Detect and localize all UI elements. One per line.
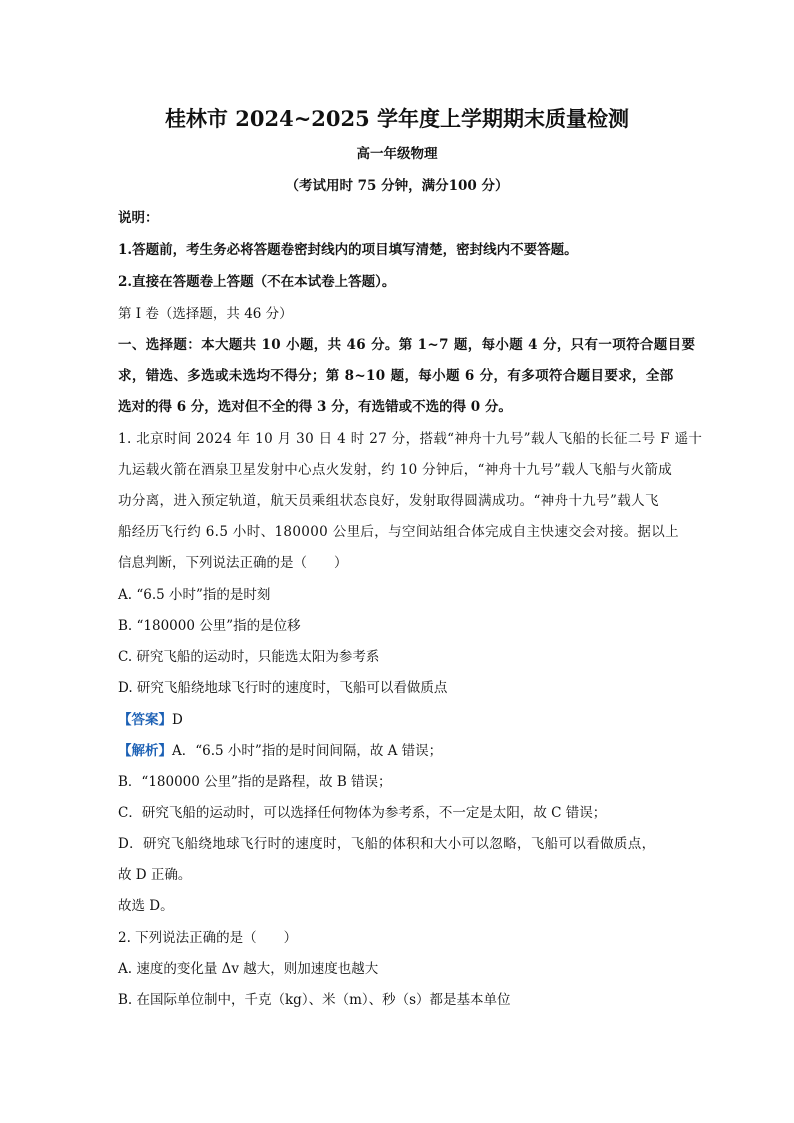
q1-analysis-line: 故 D 正确。 [118,867,192,883]
part1-heading: 第 I 卷（选择题，共 46 分） [118,306,293,322]
q1-option-c: C. 研究飞船的运动时，只能选太阳为参考系 [118,649,380,665]
q1-answer [118,710,678,730]
instruction-item: 1.答题前，考生务必将答题卷密封线内的项目填写清楚，密封线内不要答题。 [118,242,578,258]
instruction-item: 2.直接在答题卷上答题（不在本试卷上答题）。 [118,274,396,290]
exam-subject: 高一年级物理 [356,146,438,162]
q1-analysis-line: 故选 D。 [118,898,174,914]
q1-option-d: D. 研究飞船绕地球飞行时的速度时，飞船可以看做质点 [118,680,448,696]
q1-option-b: B. “180000 公里”指的是位移 [118,618,301,634]
instructions-heading: 说明： [118,210,159,226]
exam-title: 桂林市 2024~2025 学年度上学期期末质量检测 [164,106,630,131]
section-instruction-line: 求，错选、多选或未选均不得分；第 8~10 题，每小题 6 分，有多项符合题目要求，全部 [118,368,674,384]
section-instruction-line: 选对的得 6 分，选对但不全的得 3 分，有选错或不选的得 0 分。 [118,399,512,415]
analysis-text: A．“6.5 小时”指的是时间间隔，故 A 错误； [172,743,443,759]
q1-analysis-line: B．“180000 公里”指的是路程，故 B 错误； [118,774,392,790]
q2-option-a: A. 速度的变化量 Δv 越大，则加速度也越大 [118,961,379,977]
q2-stem: 2. 下列说法正确的是（ ） [118,930,298,946]
q1-analysis-line [118,741,678,761]
section-instruction-line: 一、选择题：本大题共 10 小题，共 46 分。第 1~7 题，每小题 4 分，只有一项符合题目要 [118,337,696,353]
q1-stem-line: 功分离，进入预定轨道，航天员乘组状态良好，发射取得圆满成功。“神舟十九号”载人飞 [118,493,659,509]
q1-stem-line: 船经历飞行约 6.5 小时、180000 公里后，与空间站组合体完成自主快速交会对接。据以上 [118,524,679,540]
q2-option-b: B. 在国际单位制中，千克（kg）、米（m）、秒（s）都是基本单位 [118,992,511,1008]
exam-info: （考试用时 75 分钟，满分100 分） [285,178,509,194]
answer-value: D [172,712,183,728]
answer-tag: 【答案】 [118,712,172,728]
q1-stem-line: 九运载火箭在酒泉卫星发射中心点火发射，约 10 分钟后，“神舟十九号”载人飞船与火箭成 [118,462,673,478]
q1-stem-line: 1. 北京时间 2024 年 10 月 30 日 4 时 27 分，搭载“神舟十九号”载人飞船的长征二号 F 遥十 [118,431,703,447]
q1-analysis-line: D．研究飞船绕地球飞行时的速度时，飞船的体积和大小可以忽略，飞船可以看做质点， [118,836,656,852]
analysis-tag: 【解析】 [118,743,172,759]
q1-option-a: A. “6.5 小时”指的是时刻 [118,587,271,603]
q1-analysis-line: C．研究飞船的运动时，可以选择任何物体为参考系，不一定是太阳，故 C 错误； [118,805,607,821]
q1-stem-line: 信息判断，下列说法正确的是（ ） [118,555,348,571]
